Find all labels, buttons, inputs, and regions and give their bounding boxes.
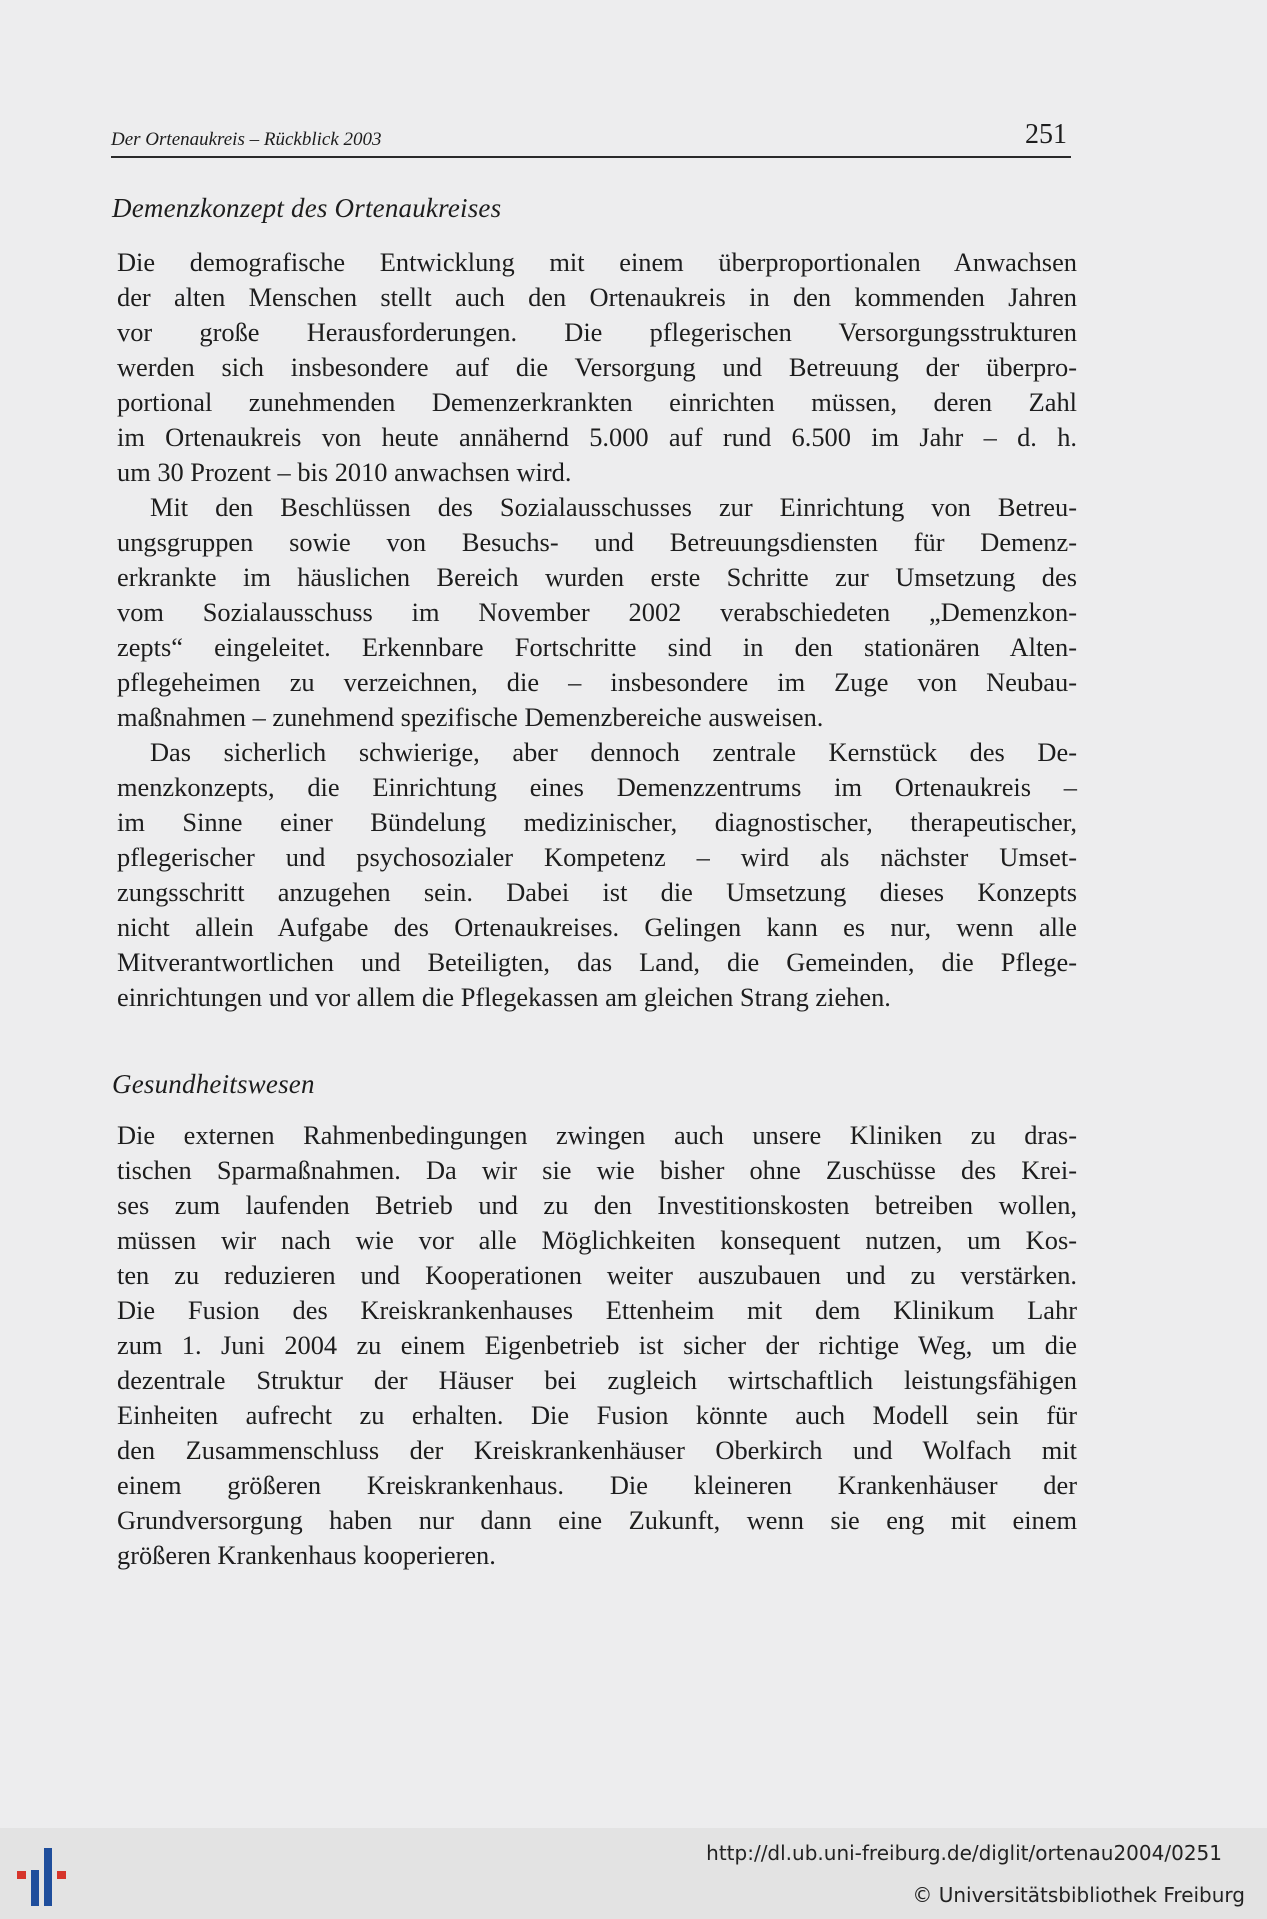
text-line: den Zusammenschluss der Kreiskrankenhäuser Oberkirch und Wolfach mit bbox=[117, 1435, 1077, 1465]
copyright-text: © Universitätsbibliothek Freiburg bbox=[912, 1883, 1245, 1907]
text-line: Die externen Rahmenbedingungen zwingen auch unsere Kliniken zu dras- bbox=[117, 1120, 1077, 1150]
viewer-footer bbox=[0, 1828, 1267, 1919]
text-line: werden sich insbesondere auf die Versorgung und Betreuung der überpro- bbox=[117, 352, 1077, 382]
text-line: zungsschritt anzugehen sein. Dabei ist die Umsetzung dieses Konzepts bbox=[117, 877, 1077, 907]
text-line: erkrankte im häuslichen Bereich wurden erste Schritte zur Umsetzung des bbox=[117, 562, 1077, 592]
paragraph bbox=[117, 735, 1077, 1015]
text-line: maßnahmen – zunehmend spezifische Demenzbereiche ausweisen. bbox=[117, 702, 824, 732]
text-line: menzkonzepts, die Einrichtung eines Demenzzentrums im Ortenaukreis – bbox=[117, 772, 1077, 802]
text-line: im Sinne einer Bündelung medizinischer, diagnostischer, therapeutischer, bbox=[117, 807, 1077, 837]
text-line: müssen wir nach wie vor alle Möglichkeiten konsequent nutzen, um Kos- bbox=[117, 1225, 1077, 1255]
text-line: Mitverantwortlichen und Beteiligten, das Land, die Gemeinden, die Pflege- bbox=[117, 947, 1077, 977]
text-line: Grundversorgung haben nur dann eine Zukunft, wenn sie eng mit einem bbox=[117, 1505, 1077, 1535]
ub-freiburg-logo-icon[interactable] bbox=[14, 1842, 82, 1910]
text-line: Das sicherlich schwierige, aber dennoch zentrale Kernstück des De- bbox=[150, 737, 1077, 767]
text-line: im Ortenaukreis von heute annähernd 5.000 auf rund 6.500 im Jahr – d. h. bbox=[117, 422, 1077, 452]
text-line: um 30 Prozent – bis 2010 anwachsen wird. bbox=[117, 457, 572, 487]
page-number: 251 bbox=[1025, 119, 1067, 150]
text-line: größeren Krankenhaus kooperieren. bbox=[117, 1540, 496, 1570]
text-line: einem größeren Kreiskrankenhaus. Die kleineren Krankenhäuser der bbox=[117, 1470, 1077, 1500]
text-line: vor große Herausforderungen. Die pflegerischen Versorgungsstrukturen bbox=[117, 317, 1077, 347]
text-line: Mit den Beschlüssen des Sozialausschusses zur Einrichtung von Betreu- bbox=[150, 492, 1077, 522]
text-line: zum 1. Juni 2004 zu einem Eigenbetrieb ist sicher der richtige Weg, um die bbox=[117, 1330, 1077, 1360]
header-rule bbox=[111, 156, 1071, 158]
running-title: Der Ortenaukreis – Rückblick 2003 bbox=[111, 129, 382, 150]
paragraph bbox=[117, 245, 1077, 490]
document-url-link[interactable]: http://dl.ub.uni-freiburg.de/diglit/ortenau2004/0251 bbox=[706, 1841, 1222, 1865]
text-line: ungsgruppen sowie von Besuchs- und Betreuungsdiensten für Demenz- bbox=[117, 527, 1077, 557]
section-heading-demenzkonzept: Demenzkonzept des Ortenaukreises bbox=[112, 193, 502, 223]
text-line: vom Sozialausschuss im November 2002 verabschiedeten „Demenzkon- bbox=[117, 597, 1077, 627]
text-line: dezentrale Struktur der Häuser bei zugleich wirtschaftlich leistungsfähigen bbox=[117, 1365, 1077, 1395]
text-line: nicht allein Aufgabe des Ortenaukreises. Gelingen kann es nur, wenn alle bbox=[117, 912, 1077, 942]
paragraph bbox=[117, 490, 1077, 735]
text-line: der alten Menschen stellt auch den Ortenaukreis in den kommenden Jahren bbox=[117, 282, 1077, 312]
text-line: tischen Sparmaßnahmen. Da wir sie wie bisher ohne Zuschüsse des Krei- bbox=[117, 1155, 1077, 1185]
text-line: Die Fusion des Kreiskrankenhauses Ettenheim mit dem Klinikum Lahr bbox=[117, 1295, 1077, 1325]
text-line: Die demografische Entwicklung mit einem überproportionalen Anwachsen bbox=[117, 247, 1077, 277]
text-line: Einheiten aufrecht zu erhalten. Die Fusion könnte auch Modell sein für bbox=[117, 1400, 1077, 1430]
text-line: pflegerischer und psychosozialer Kompetenz – wird als nächster Umset- bbox=[117, 842, 1077, 872]
section-heading-gesundheitswesen: Gesundheitswesen bbox=[112, 1069, 315, 1099]
text-line: pflegeheimen zu verzeichnen, die – insbesondere im Zuge von Neubau- bbox=[117, 667, 1077, 697]
text-line: ses zum laufenden Betrieb und zu den Investitionskosten betreiben wollen, bbox=[117, 1190, 1077, 1220]
paragraph bbox=[117, 1118, 1077, 1573]
text-line: zepts“ eingeleitet. Erkennbare Fortschritte sind in den stationären Alten- bbox=[117, 632, 1077, 662]
text-line: ten zu reduzieren und Kooperationen weiter auszubauen und zu verstärken. bbox=[117, 1260, 1077, 1290]
text-line: portional zunehmenden Demenzerkrankten einrichten müssen, deren Zahl bbox=[117, 387, 1077, 417]
text-line: einrichtungen und vor allem die Pflegekassen am gleichen Strang ziehen. bbox=[117, 982, 891, 1012]
